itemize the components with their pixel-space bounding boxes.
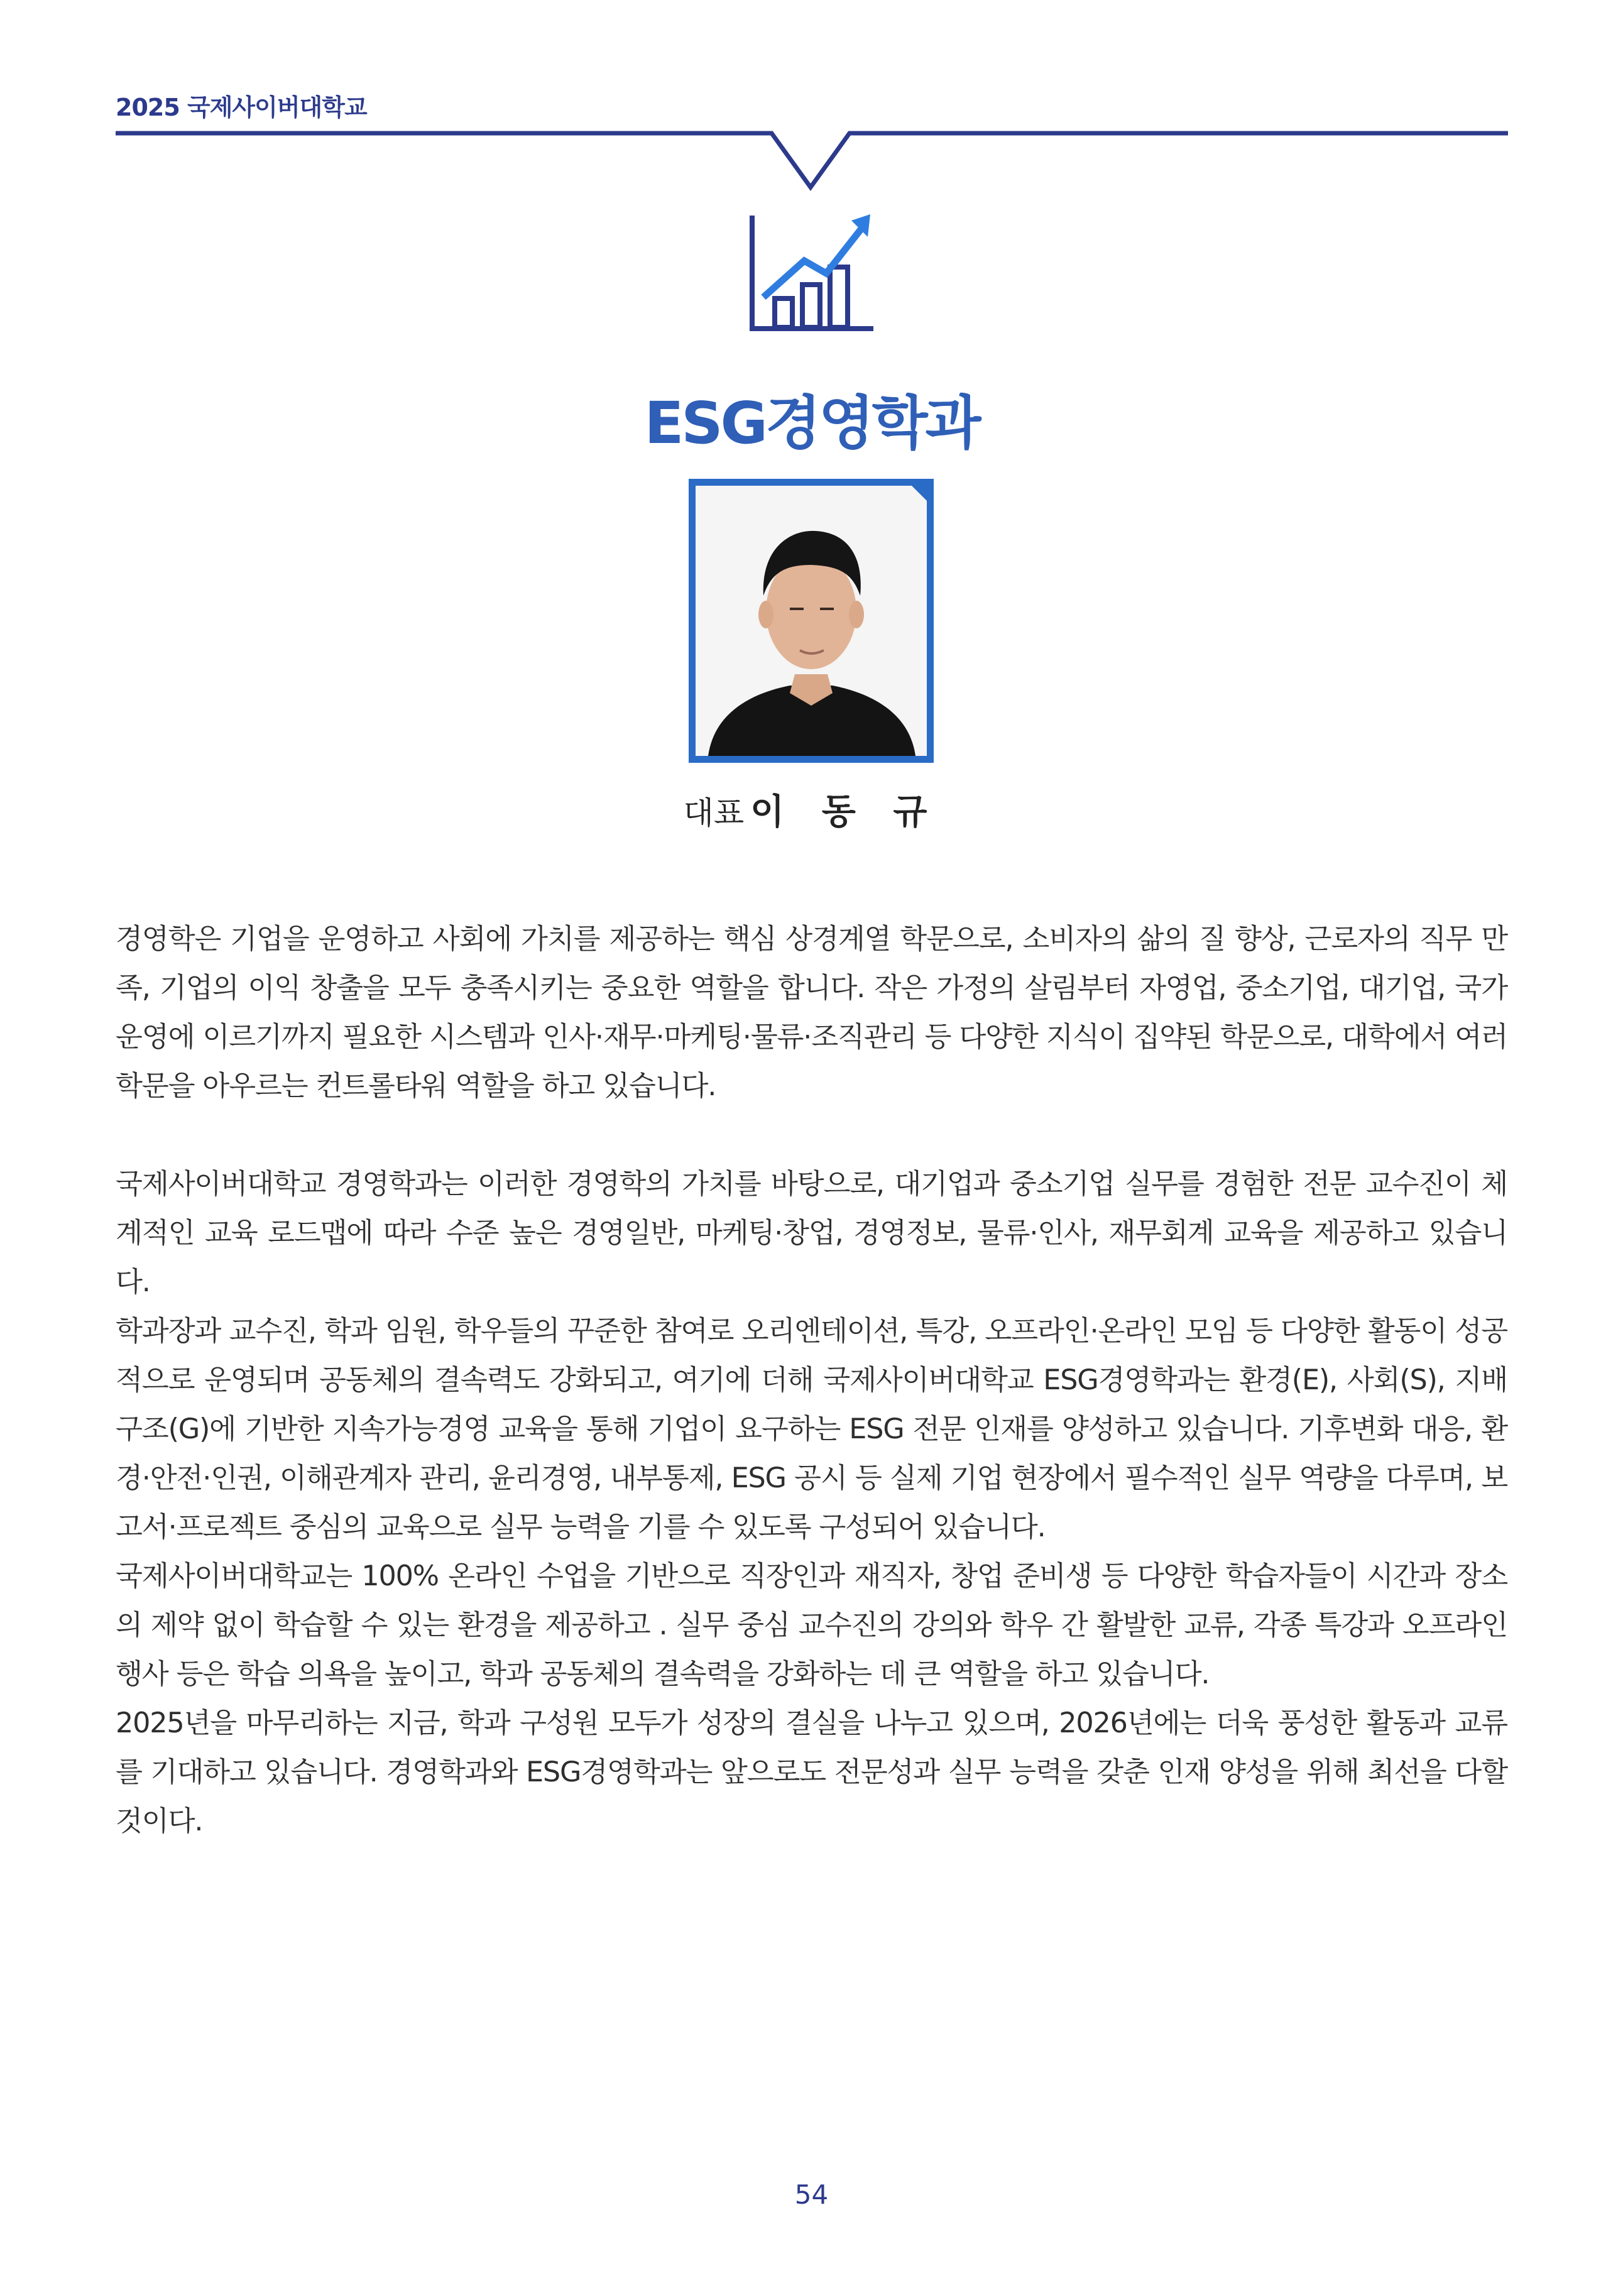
portrait-photo: [696, 486, 927, 756]
body-paragraph: 국제사이버대학교는 100% 온라인 수업을 기반으로 직장인과 재직자, 창업 준비생 등 다양한 학습자들이 시간과 장소의 제약 없이 학습할 수 있는 환경을 제공하고 . 실무 중심 교수진의 강의와 학우 간 활발한 교류, 각종 특강과 오프라인 행사 등은 학습 의욕을 높이고, 학과 공동체의 결속력을 강화하는 데 큰 역할을 하고 있습니다.: [116, 1560, 1507, 1690]
representative-name: 이 동 규: [750, 792, 940, 833]
body-paragraph: 학과장과 교수진, 학과 임원, 학우들의 꾸준한 참여로 오리엔테이션, 특강, 오프라인·온라인 모임 등 다양한 활동이 성공적으로 운영되며 공동체의 결속력도 강화되고, 여기에 더해 국제사이버대학교 ESG경영학과는 환경(E), 사회(S), 지배구조(G)에 기반한 지속가능경영 교육을 통해 기업이 요구하는 ESG 전문 인재를 양성하고 있습니다. 기후변화 대응, 환경·안전·인권, 이해관계자 관리, 윤리경영, 내부통제, ESG 공시 등 실제 기업 현장에서 필수적인 실무 역량을 다루며, 보고서·프로젝트 중심의 교육으로 실무 능력을 기를 수 있도록 구성되어 있습니다.: [116, 1315, 1507, 1543]
representative-photo-frame: [689, 479, 934, 763]
header-divider: [0, 119, 1623, 207]
growth-chart-icon: [745, 210, 880, 336]
body-paragraph: 2025년을 마무리하는 지금, 학과 구성원 모두가 성장의 결실을 나누고 있으며, 2026년에는 더욱 풍성한 활동과 교류를 기대하고 있습니다. 경영학과와 ESG경영학과는 앞으로도 전문성과 실무 능력을 갖춘 인재 양성을 위해 최선을 다할 것이다.: [116, 1707, 1507, 1837]
department-title: ESG경영학과: [644, 390, 979, 457]
header-title: 2025 국제사이버대학교: [116, 94, 367, 121]
representative-role: 대표: [683, 795, 745, 831]
representative-label: [0, 784, 1623, 834]
body-paragraph: 국제사이버대학교 경영학과는 이러한 경영학의 가치를 바탕으로, 대기업과 중소기업 실무를 경험한 전문 교수진이 체계적인 교육 로드맵에 따라 수준 높은 경영일반, 마케팅·창업, 경영정보, 물류·인사, 재무회계 교육을 제공하고 있습니다.: [116, 1168, 1507, 1298]
page-number: 54: [794, 2179, 829, 2210]
body-text: [116, 915, 1507, 1846]
body-paragraph: 경영학은 기업을 운영하고 사회에 가치를 제공하는 핵심 상경계열 학문으로, 소비자의 삶의 질 향상, 근로자의 직무 만족, 기업의 이익 창출을 모두 충족시키는 중요한 역할을 합니다. 작은 가정의 살림부터 자영업, 중소기업, 대기업, 국가 운영에 이르기까지 필요한 시스템과 인사·재무·마케팅·물류·조직관리 등 다양한 지식이 집약된 학문으로, 대학에서 여러 학문을 아우르는 컨트롤타워 역할을 하고 있습니다.: [116, 923, 1507, 1102]
